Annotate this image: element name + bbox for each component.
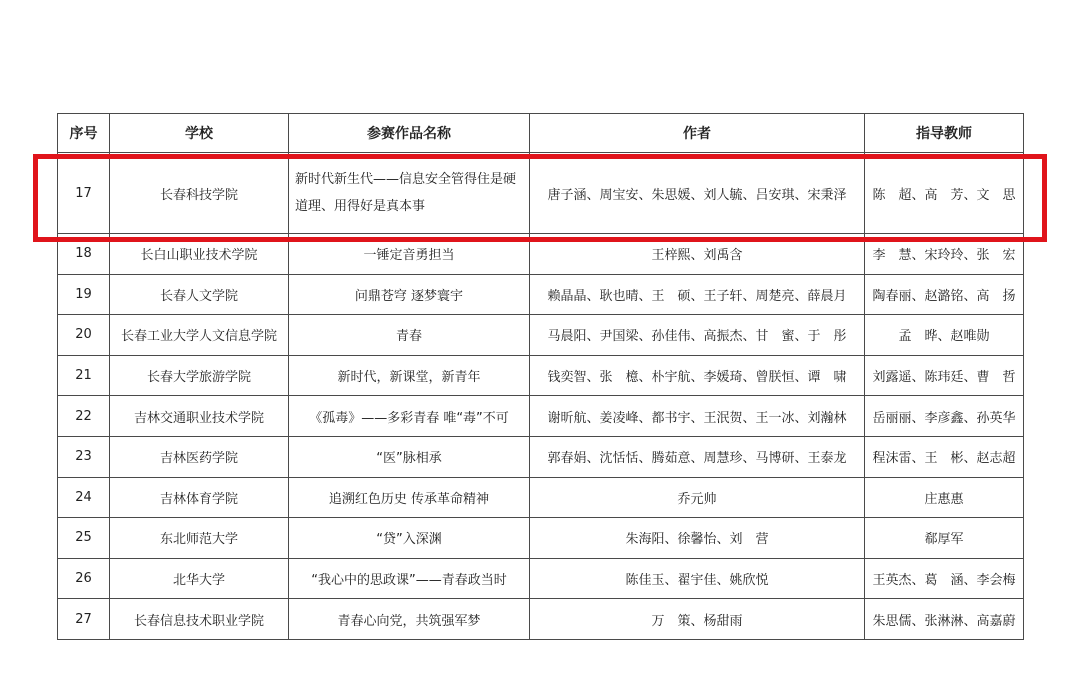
row-authors: 谢昕航、姜凌峰、都书宇、王泯贺、王一冰、刘瀚林 [530, 396, 865, 437]
table-row [58, 558, 1024, 599]
row-school: 吉林交通职业技术学院 [110, 396, 289, 437]
row-no: 21 [58, 355, 110, 396]
row-no: 24 [58, 477, 110, 518]
row-title: 一锤定音勇担当 [289, 234, 530, 275]
row-school: 长白山职业技术学院 [110, 234, 289, 275]
row-authors: 赖晶晶、耿也晴、王 硕、王子轩、周楚亮、薛晨月 [530, 274, 865, 315]
row-no: 22 [58, 396, 110, 437]
row-school: 长春信息技术职业学院 [110, 599, 289, 640]
row-school: 东北师范大学 [110, 518, 289, 559]
row-title: “我心中的思政课”——青春政当时 [289, 558, 530, 599]
table-row [58, 234, 1024, 275]
header-school: 学校 [110, 114, 289, 153]
row-authors: 陈佳玉、翟宇佳、姚欣悦 [530, 558, 865, 599]
row-no: 17 [58, 153, 110, 234]
row-no: 23 [58, 436, 110, 477]
table-row [58, 436, 1024, 477]
row-advisors: 王英杰、葛 涵、李会梅 [865, 558, 1024, 599]
row-title: 新时代，新课堂，新青年 [289, 355, 530, 396]
row-title: 新时代新生代——信息安全管得住是硬道理、用得好是真本事 [289, 153, 530, 234]
row-no: 26 [58, 558, 110, 599]
header-row [58, 114, 1024, 153]
header-authors: 作者 [530, 114, 865, 153]
row-authors: 马晨阳、尹国梁、孙佳伟、高振杰、甘 蜜、于 彤 [530, 315, 865, 356]
row-school: 长春人文学院 [110, 274, 289, 315]
header-no: 序号 [58, 114, 110, 153]
table-row [58, 153, 1024, 234]
row-advisors: 庄惠惠 [865, 477, 1024, 518]
row-advisors: 朱思儒、张淋淋、高嘉蔚 [865, 599, 1024, 640]
table-row [58, 518, 1024, 559]
row-school: 长春科技学院 [110, 153, 289, 234]
row-no: 18 [58, 234, 110, 275]
table-row [58, 355, 1024, 396]
row-title: 《孤毒》——多彩青春 唯“毒”不可 [289, 396, 530, 437]
row-advisors: 陶春丽、赵潞铭、高 扬 [865, 274, 1024, 315]
row-advisors: 刘露遥、陈玮廷、曹 哲 [865, 355, 1024, 396]
row-authors: 唐子涵、周宝安、朱思媛、刘人毓、吕安琪、宋秉泽 [530, 153, 865, 234]
row-school: 长春大学旅游学院 [110, 355, 289, 396]
header-advisors: 指导教师 [865, 114, 1024, 153]
row-authors: 朱海阳、徐馨怡、刘 营 [530, 518, 865, 559]
table-row [58, 599, 1024, 640]
row-authors: 王梓熙、刘禹含 [530, 234, 865, 275]
row-advisors: 陈 超、高 芳、文 思 [865, 153, 1024, 234]
row-advisors: 程沫雷、王 彬、赵志超 [865, 436, 1024, 477]
row-no: 27 [58, 599, 110, 640]
row-authors: 万 策、杨甜雨 [530, 599, 865, 640]
row-authors: 郭春娟、沈恬恬、腾茹意、周慧珍、马博研、王泰龙 [530, 436, 865, 477]
row-no: 20 [58, 315, 110, 356]
row-title: 青春 [289, 315, 530, 356]
row-advisors: 李 慧、宋玲玲、张 宏 [865, 234, 1024, 275]
row-title: 追溯红色历史 传承革命精神 [289, 477, 530, 518]
table-row [58, 274, 1024, 315]
header-title: 参赛作品名称 [289, 114, 530, 153]
row-authors: 乔元帅 [530, 477, 865, 518]
row-title: 青春心向党，共筑强军梦 [289, 599, 530, 640]
table-row [58, 396, 1024, 437]
row-title: 问鼎苍穹 逐梦寰宇 [289, 274, 530, 315]
row-no: 19 [58, 274, 110, 315]
row-school: 吉林医药学院 [110, 436, 289, 477]
row-school: 北华大学 [110, 558, 289, 599]
row-school: 吉林体育学院 [110, 477, 289, 518]
row-authors: 钱奕智、张 檍、朴宇航、李媛琦、曾朕恒、谭 啸 [530, 355, 865, 396]
table-row [58, 315, 1024, 356]
row-school: 长春工业大学人文信息学院 [110, 315, 289, 356]
row-advisors: 孟 晔、赵唯勋 [865, 315, 1024, 356]
row-advisors: 郗厚军 [865, 518, 1024, 559]
table-row [58, 477, 1024, 518]
row-title: “贷”入深渊 [289, 518, 530, 559]
row-no: 25 [58, 518, 110, 559]
row-title: “医”脉相承 [289, 436, 530, 477]
row-advisors: 岳丽丽、李彦鑫、孙英华 [865, 396, 1024, 437]
award-table [57, 113, 1024, 640]
